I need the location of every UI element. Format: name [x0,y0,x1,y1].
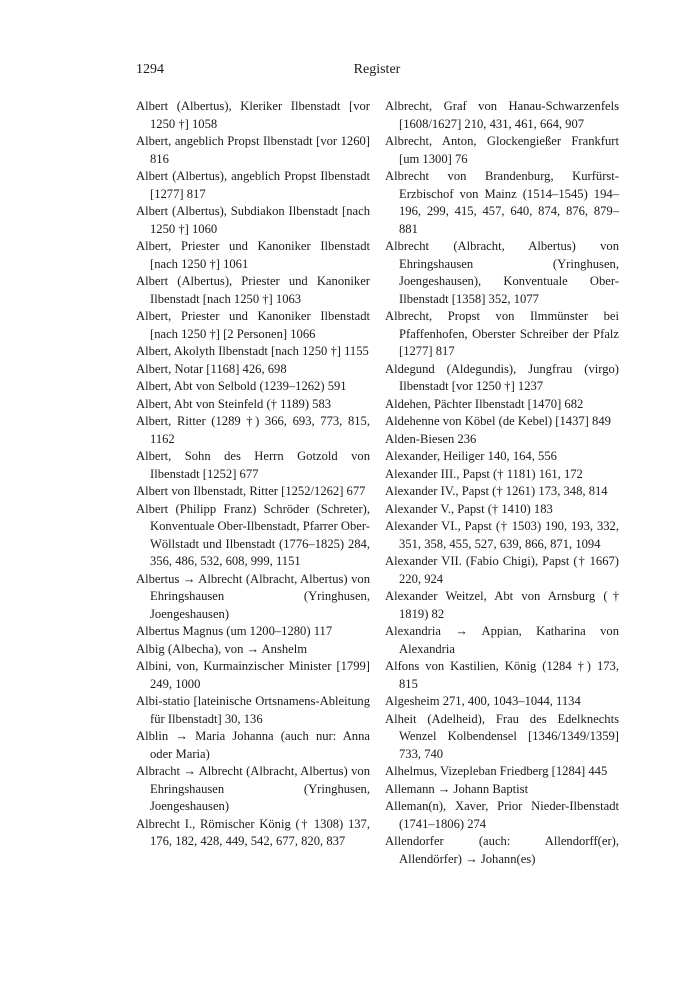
index-entry: Alden-Biesen 236 [385,431,477,446]
index-entry: Alheit (Adelheid), Frau des Edelknechts Wenzel Kolbendensel [1346/1349/1359] 733, 740 [385,711,619,761]
index-entry: Alexander, Heiliger 140, 164, 556 [385,449,557,463]
index-entry: Alexander V., Papst († 1410) 183 [385,501,553,516]
index-entry: Albert (Albertus), Kleriker Ilbenstadt [vor 1250 †] 1058 [136,99,370,131]
index-entry: Alexander IV., Papst († 1261) 173, 348, 814 [385,484,608,498]
index-entry: Albert (Albertus), angeblich Propst Ilbenstadt [1277] 817 [136,169,370,201]
index-entry: Aldehenne von Köbel (de Kebel) [1437] 849 [385,414,611,428]
index-entry: Albini, von, Kurmainzischer Minister [1799] 249, 1000 [136,659,370,691]
index-entry: Albrecht I., Römischer König († 1308) 137, 176, 182, 428, 449, 542, 677, 820, 837 [136,816,370,848]
index-entry: Aldehen, Pächter Ilbenstadt [1470] 682 [385,396,584,411]
index-entry: Alexandria → Appian, Katharina von Alexandria [385,624,619,656]
index-entry: Alexander VI., Papst († 1503) 190, 193, 332, 351, 358, 455, 527, 639, 866, 871, 1094 [385,519,619,551]
index-entry: Alhelmus, Vizepleban Friedberg [1284] 445 [385,764,608,778]
index-entry: Allemann → Johann Baptist [385,781,529,796]
index-entry: Albert, angeblich Propst Ilbenstadt [vor 1260] 816 [136,134,370,166]
index-entry: Alblin → Maria Johanna (auch nur: Anna oder Maria) [136,729,370,761]
index-column-right [385,98,619,868]
page-number: 1294 [136,62,164,77]
index-entry: Albert, Abt von Steinfeld († 1189) 583 [136,396,332,411]
index-entry: Albert von Ilbenstadt, Ritter [1252/1262] 677 [136,484,366,498]
index-entry: Albig (Albecha), von → Anshelm [136,641,308,656]
index-entry: Albertus Magnus (um 1200–1280) 117 [136,624,333,638]
index-entry: Albert, Ritter (1289 †) 366, 693, 773, 815, 1162 [136,414,370,446]
index-entry: Albert, Sohn des Herrn Gotzold von Ilbenstadt [1252] 677 [136,449,370,481]
index-entry: Albi-statio [lateinische Ortsnamens-Ableitung für Ilbenstadt] 30, 136 [136,694,370,726]
index-entry: Albert, Abt von Selbold (1239–1262) 591 [136,379,347,393]
index-entry: Aldegund (Aldegundis), Jungfrau (virgo) Ilbenstadt [vor 1250 †] 1237 [385,361,619,393]
index-entry: Albert, Priester und Kanoniker Ilbenstadt [nach 1250 †] [2 Personen] 1066 [136,309,370,341]
index-entry: Albrecht, Graf von Hanau-Schwarzenfels [1608/1627] 210, 431, 461, 664, 907 [385,99,619,131]
index-entry: Albert (Philipp Franz) Schröder (Schreter), Konventuale Ober-Ilbenstadt, Pfarrer Ober-Wöllstadt und Ilbenstadt (1776–1825) 284, 356, 486, 532, 608, 999, 1151 [136,501,370,568]
running-head: Register [353,62,401,77]
index-entry: Albert, Akolyth Ilbenstadt [nach 1250 †] 1155 [136,344,369,358]
index-entry: Alexander Weitzel, Abt von Arnsburg († 1819) 82 [385,589,619,621]
index-entry: Albert, Priester und Kanoniker Ilbenstadt [nach 1250 †] 1061 [136,239,370,271]
index-entry: Albrecht (Albracht, Albertus) von Ehringshausen (Yringhusen, Joengeshausen), Konventuale Ober-Ilbenstadt [1358] 352, 1077 [385,239,619,306]
index-entry: Albertus → Albrecht (Albracht, Albertus) von Ehringshausen (Yringhusen, Joengeshausen) [136,571,370,621]
index-entry: Alfons von Kastilien, König (1284 †) 173, 815 [385,659,619,691]
index-entry: Allendorfer (auch: Allendorff(er), Allendörfer) → Johann(es) [385,834,619,866]
index-entry: Albert (Albertus), Subdiakon Ilbenstadt [nach 1250 †] 1060 [136,204,370,236]
index-entry: Albracht → Albrecht (Albracht, Albertus) von Ehringshausen (Yringhusen, Joengeshausen) [136,764,370,813]
index-entry: Albrecht, Anton, Glockengießer Frankfurt [um 1300] 76 [385,134,619,166]
index-entry: Albert (Albertus), Priester und Kanoniker Ilbenstadt [nach 1250 †] 1063 [136,274,370,306]
index-entry: Algesheim 271, 400, 1043–1044, 1134 [385,694,581,708]
index-column-left [136,98,370,851]
index-entry: Albrecht von Brandenburg, Kurfürst-Erzbischof von Mainz (1514–1545) 194–196, 299, 415, 457, 640, 874, 876, 879–881 [385,169,619,236]
index-entry: Alleman(n), Xaver, Prior Nieder-Ilbenstadt (1741–1806) 274 [385,799,619,831]
page-header [136,62,618,82]
index-entry: Albrecht, Propst von Ilmmünster bei Pfaffenhofen, Oberster Schreiber der Pfalz [1277] 817 [385,309,619,358]
index-entry: Alexander III., Papst († 1181) 161, 172 [385,466,583,481]
index-entry: Alexander VII. (Fabio Chigi), Papst († 1667) 220, 924 [385,554,619,586]
index-entry: Albert, Notar [1168] 426, 698 [136,361,287,376]
